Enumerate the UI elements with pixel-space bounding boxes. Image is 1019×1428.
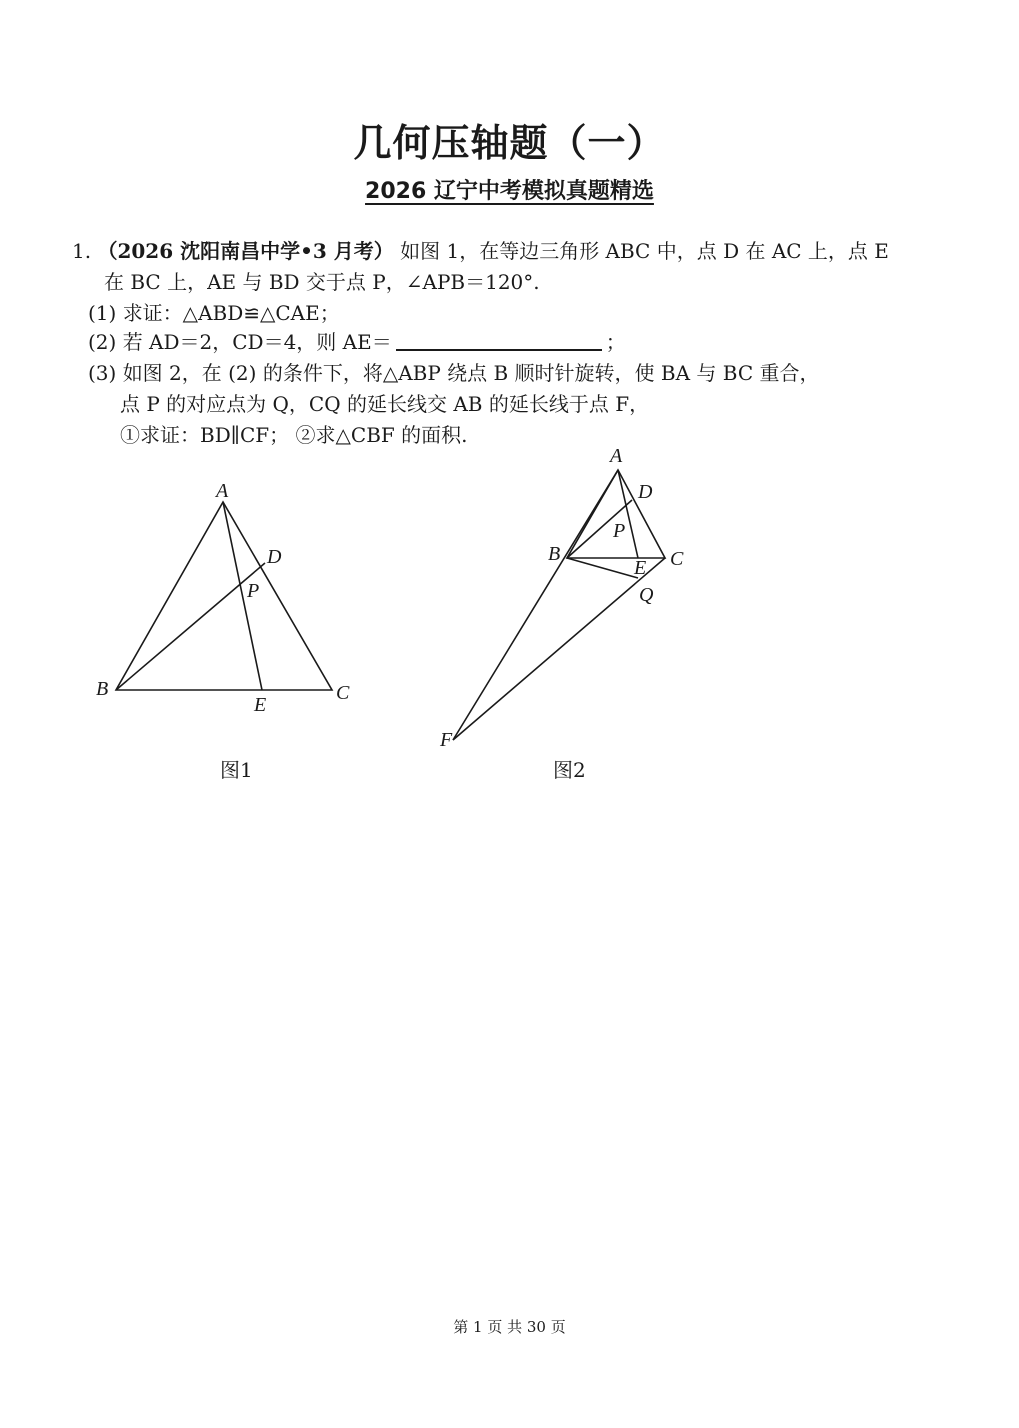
page-subtitle — [0, 174, 1019, 205]
problem-part-2 — [88, 326, 626, 355]
segment-af — [453, 470, 618, 740]
subtitle-text: 2026 辽宁中考模拟真题精选 — [365, 179, 654, 204]
problem-line-1 — [72, 235, 889, 264]
label-c: C — [670, 548, 684, 570]
label-p: P — [613, 520, 626, 542]
part2-suffix: ； — [605, 330, 626, 354]
problem-stem-1: 如图 1，在等边三角形 ABC 中，点 D 在 AC 上，点 E — [400, 239, 889, 263]
page-title: 几何压轴题（一） — [353, 121, 666, 165]
label-a: A — [216, 480, 229, 502]
label-b: B — [96, 678, 109, 700]
segment-bq — [567, 558, 638, 578]
problem-source: （2026 沈阳南昌中学•3 月考） — [97, 239, 394, 263]
figure-1 — [80, 470, 380, 720]
problem-part-3-line-3: ①求证：BD∥CF； ②求△CBF 的面积. — [120, 423, 468, 447]
figure-2-caption: 图2 — [553, 758, 586, 782]
problem-line-2: 在 BC 上，AE 与 BD 交于点 P，∠APB＝120°. — [104, 270, 540, 294]
figure-1-caption: 图1 — [220, 758, 253, 782]
label-d: D — [638, 481, 653, 503]
label-b: B — [548, 543, 561, 565]
label-e: E — [254, 694, 267, 716]
problem-part-3-line-2: 点 P 的对应点为 Q，CQ 的延长线交 AB 的延长线于点 F， — [120, 392, 650, 416]
answer-blank — [396, 331, 602, 351]
label-c: C — [336, 682, 350, 704]
segment-bd — [116, 563, 265, 690]
segment-ae — [618, 470, 638, 558]
problem-number: 1. — [72, 239, 92, 263]
label-p: P — [247, 580, 260, 602]
label-d: D — [267, 546, 282, 568]
page-footer: 第 1 页 共 30 页 — [453, 1318, 566, 1336]
label-a: A — [610, 445, 623, 467]
label-e: E — [634, 557, 647, 579]
problem-part-3: (3) 如图 2，在 (2) 的条件下，将△ABP 绕点 B 顺时针旋转，使 BA 与 BC 重合， — [88, 361, 820, 385]
figure-2 — [430, 440, 710, 760]
label-q: Q — [639, 584, 654, 606]
segment-cf — [453, 558, 665, 740]
label-f: F — [440, 729, 453, 751]
problem-part-1: (1) 求证：△ABD≌△CAE； — [88, 301, 340, 325]
part2-prefix: (2) 若 AD＝2，CD＝4，则 AE＝ — [88, 330, 392, 354]
